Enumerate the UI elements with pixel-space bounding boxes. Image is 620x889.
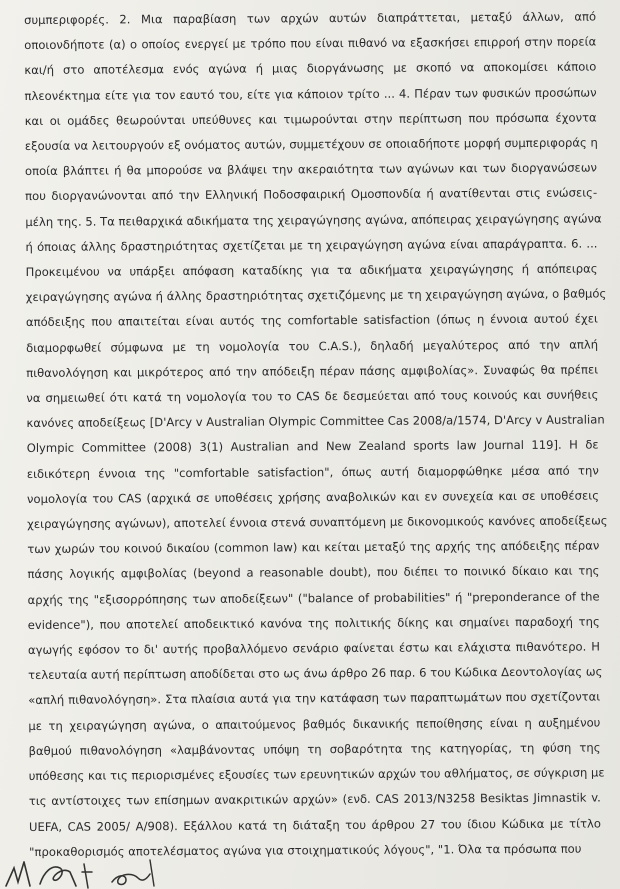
text-line: οποία βλάπτει ή θα μπορούσε να βλάψει την ακεραιότητα των αγώνων και των διοργανώσεων <box>24 160 598 179</box>
text-line: UEFA, CAS 2005/ A/908). Εξάλλου κατά τη διάταξη του άρθρου 27 του ίδιου Κώδικα με τίτλο <box>28 815 602 834</box>
text-line: χειραγώγησης αγώνων), αποτελεί έννοια στενά συναπτόμενη με δικονομικούς κανόνες αποδείξεως <box>27 513 608 532</box>
text-line: υπόθεσης και τις περιορισμένες εξουσίες των ερευνητικών αρχών του αθλήματος, σε σύγκριση με <box>28 765 605 784</box>
text-line: evidence"), που αποτελεί αποδεικτικό κανόνα της πολιτικής δίκης και σημαίνει παραδοχή της <box>27 614 600 632</box>
text-line: να σημειωθεί ότι κατά τη νομολογία του το CAS δε δεσμεύεται από τους κοινούς και συνήθεις <box>26 387 599 406</box>
text-line: αρχής της "εξισορρόπησης των αποδείξεων" ("balance of probabilities" ή "preponderance of the <box>27 589 600 607</box>
text-line: Olympic Committee (2008) 3(1) Australian and New Zealand sports law Journal 119]. Η δε <box>26 437 599 456</box>
text-line: χειραγώγησης αγώνα ή άλλης δραστηριότητας σχετιζόμενης με τη χειραγώγηση αγώνα, ο βαθμός <box>25 286 607 305</box>
text-line: «απλή πιθανολόγηση». Στα πλαίσια αυτά για την κατάφαση των παραπτωμάτων που σχετίζονται <box>28 689 601 708</box>
text-line: απόδειξης που απαιτείται είναι αυτός της comfortable satisfaction (όπως η έννοια αυτού έχει <box>25 311 598 330</box>
text-line: και/ή στο αποτέλεσμα ενός αγώνα ή μιας διοργάνωσης με σκοπό να αποκομίσει κάποιο <box>24 59 597 78</box>
text-line: ή όποιας άλλης δραστηριότητας σχετίζεται με τη χειραγώγηση αγώνα είναι απαράγραπτα. 6. ... <box>25 236 598 254</box>
text-line: κανόνες αποδείξεως [D'Arcy v Australian Olympic Committee Cas 2008/a/1574, D'Arcy v Australian <box>26 412 605 431</box>
text-line: πλεονέκτημα είτε για τον εαυτό του, είτε για κάποιον τρίτο ... 4. Πέραν των φυσικών προσώπων <box>24 85 597 103</box>
text-line: τις αντίστοιχες των επίσημων ανακριτικών αρχών» (ενδ. CAS 2013/N3258 Besiktas Jimnastik v. <box>28 790 601 809</box>
text-line: αγωγής εφόσον το δι' αυτής προβαλλόμενο σενάριο φαίνεται έστω και ελάχιστα πιθανότερο. Η <box>27 639 600 658</box>
text-line: "προκαθορισμός αποτελέσματος αγώνα για στοιχηματικούς λόγους", "1. Όλα τα πρόσωπα που <box>29 841 582 859</box>
text-line: οποιονδήποτε (α) ο οποίος ενεργεί με τρόπο που είναι πιθανό να εξασκήσει επιρροή στην πορεία <box>24 34 597 53</box>
text-line: με τη χειραγώγηση αγώνα, ο απαιτούμενος βαθμός δικανικής πεποίθησης είναι η αυξημένου <box>28 715 601 733</box>
handwritten-signature <box>0 842 200 889</box>
text-line: και οι ομάδες θεωρούνται υπεύθυνες και τιμωρούνται στην περίπτωση που πρόσωπα έχοντα <box>24 110 597 128</box>
text-line: συμπεριφορές. 2. Μια παραβίαση των αρχών αυτών διαπράττεται, μεταξύ άλλων, από <box>24 9 597 27</box>
text-line: πιθανολόγηση και μικρότερος από την απόδειξη πέραν πάσης αμφιβολίας». Συναφώς θα πρέπει <box>26 362 599 380</box>
text-line: που διοργανώνονται από την Ελληνική Ποδοσφαιρική Ομοσπονδία ή ανατίθενται στις ενώσεις- <box>25 185 598 204</box>
text-line: των χωρών του κοινού δικαίου (common law) και κείται μεταξύ της αρχής της απόδειξης πέραν <box>27 538 600 557</box>
text-line: βαθμού πιθανολόγηση «λαμβάνοντας υπόψη τη σοβαρότητα της κατηγορίας, τη φύση της <box>28 740 601 758</box>
text-line: εξουσία να λειτουργούν εξ ονόματος αυτών, συμμετέχουν σε οποιαδήποτε μορφή συμπεριφοράς η <box>24 135 598 154</box>
text-line: μέλη της. 5. Τα πειθαρχικά αδικήματα της χειραγώγησης αγώνα, απόπειρας χειραγώγησης αγώνα <box>25 211 602 229</box>
document-body <box>24 5 608 865</box>
text-line: ειδικότερη έννοια της "comfortable satisfaction", όπως αυτή διαμορφώθηκε μέσα από την <box>26 463 599 481</box>
text-line: διαμορφωθεί σύμφωνα με τη νομολογία του C.A.S.), δηλαδή μεγαλύτερος από την απλή <box>26 337 599 355</box>
text-line: τελευταία αυτή περίπτωση αποδίδεται στο ως άνω άρθρο 26 παρ. 6 του Κώδικα Δεοντολογίας ως <box>28 664 603 683</box>
text-line: Προκειμένου να υπάρξει απόφαση καταδίκης για τα αδικήματα χειραγώγησης ή απόπειρας <box>25 261 598 280</box>
text-line: πάσης λογικής αμφιβολίας (beyond a reasonable doubt), που διέπει το ποινικό δίκαιο και της <box>27 563 600 582</box>
text-line: νομολογία του CAS (αρχικά σε υποθέσεις χρήσης αναβολικών και εν συνεχεία και σε υποθέσεις <box>26 488 600 506</box>
